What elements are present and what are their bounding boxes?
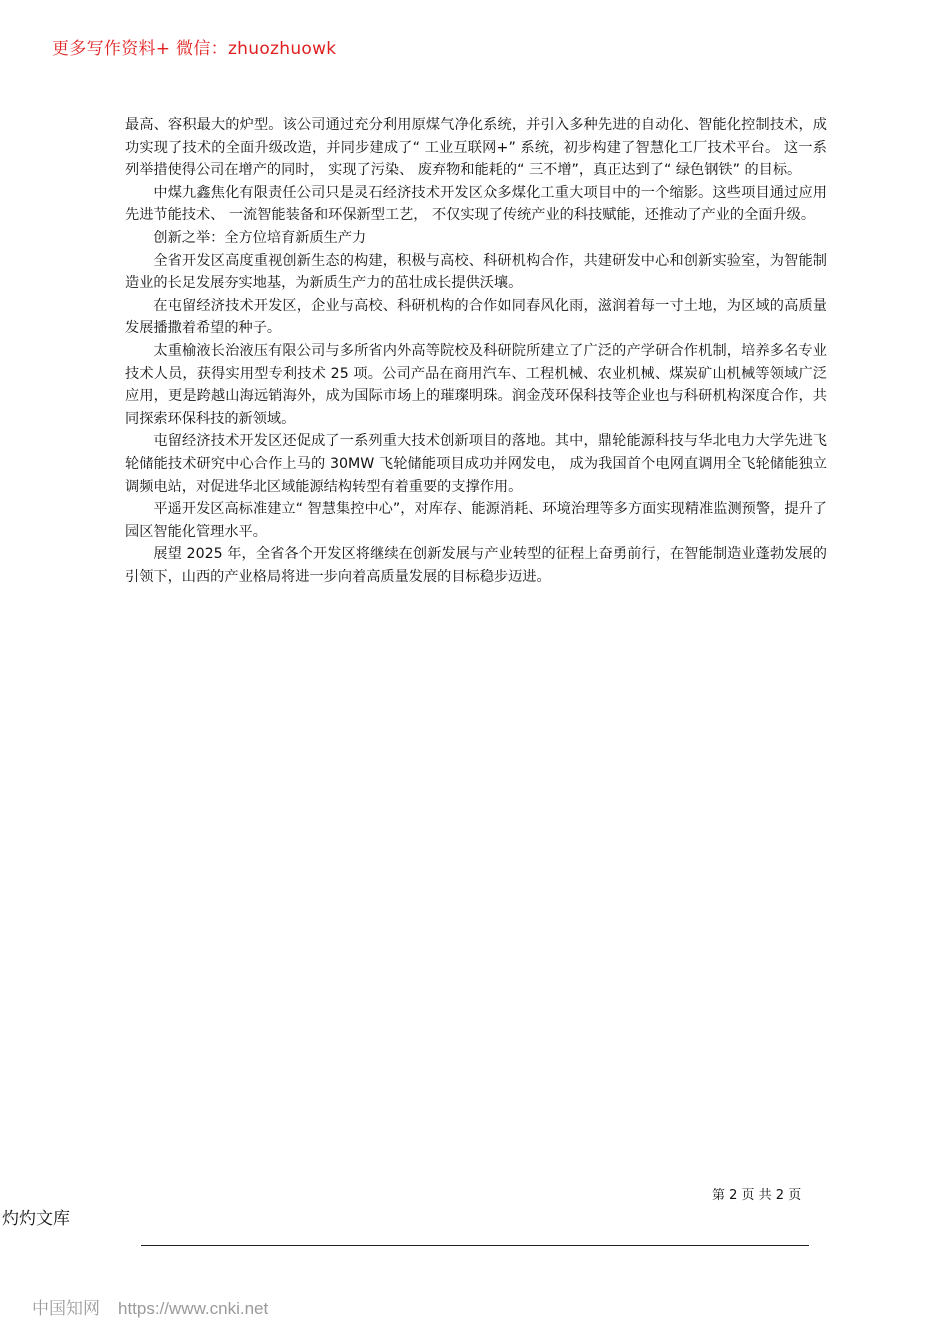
paragraph: 最高、容积最大的炉型。该公司通过充分利用原煤气净化系统，并引入多种先进的自动化、智能化控制技术，成功实现了技术的全面升级改造，并同步建成了“ 工业互联网+” 系统，初步构建了智慧化工厂技术平台。 这一系列举措使得公司在增产的同时， 实现了污染、 废弃物和能耗的“ 三不增”，真正达到了“ 绿色钢铁” 的目标。 [125, 117, 827, 179]
section-heading: 创新之举：全方位培育新质生产力 [153, 229, 367, 246]
paragraph: 太重榆液长治液压有限公司与多所省内外高等院校及科研院所建立了广泛的产学研合作机制，培养多名专业技术人员，获得实用型专利技术 25 项。公司产品在商用汽车、工程机械、农业机械、煤炭矿山机械等领域广泛应用，更是跨越山海远销海外，成为国际市场上的璀璨明珠。润金茂环保科技等企业也与科研机构深度合作，共同探索环保科技的新领域。 [125, 342, 827, 427]
paragraph: 展望 2025 年，全省各个开发区将继续在创新发展与产业转型的征程上奋勇前行，在智能制造业蓬勃发展的引领下，山西的产业格局将进一步向着高质量发展的目标稳步迈进。 [125, 546, 827, 585]
library-name: 灼灼文库 [2, 1209, 70, 1229]
watermark [32, 1294, 268, 1319]
article-body [125, 114, 827, 588]
paragraph: 平遥开发区高标准建立“ 智慧集控中心”，对库存、能源消耗、环境治理等多方面实现精准监测预警，提升了园区智能化管理水平。 [125, 501, 827, 540]
paragraph: 屯留经济技术开发区还促成了一系列重大技术创新项目的落地。其中，鼎轮能源科技与华北电力大学先进飞轮储能技术研究中心合作上马的 30MW 飞轮储能项目成功并网发电， 成为我国首个电网直调用全飞轮储能独立调频电站，对促进华北区域能源结构转型有着重要的支撑作用。 [125, 433, 827, 495]
watermark-site: 中国知网 [32, 1299, 100, 1319]
promo-banner: 更多写作资料+ 微信：zhuozhuowk [52, 39, 337, 59]
footer-divider [141, 1245, 809, 1246]
page-number: 第 2 页 共 2 页 [712, 1188, 802, 1203]
paragraph: 在屯留经济技术开发区，企业与高校、科研机构的合作如同春风化雨，滋润着每一寸土地，为区域的高质量发展播撒着希望的种子。 [125, 297, 827, 337]
paragraph: 全省开发区高度重视创新生态的构建，积极与高校、科研机构合作，共建研发中心和创新实验室，为智能制造业的长足发展夯实地基，为新质生产力的茁壮成长提供沃壤。 [125, 252, 827, 292]
paragraph: 中煤九鑫焦化有限责任公司只是灵石经济技术开发区众多煤化工重大项目中的一个缩影。这些项目通过应用先进节能技术、 一流智能装备和环保新型工艺， 不仅实现了传统产业的科技赋能，还推动了产业的全面升级。 [125, 184, 827, 224]
watermark-url: https://www.cnki.net [118, 1299, 269, 1318]
